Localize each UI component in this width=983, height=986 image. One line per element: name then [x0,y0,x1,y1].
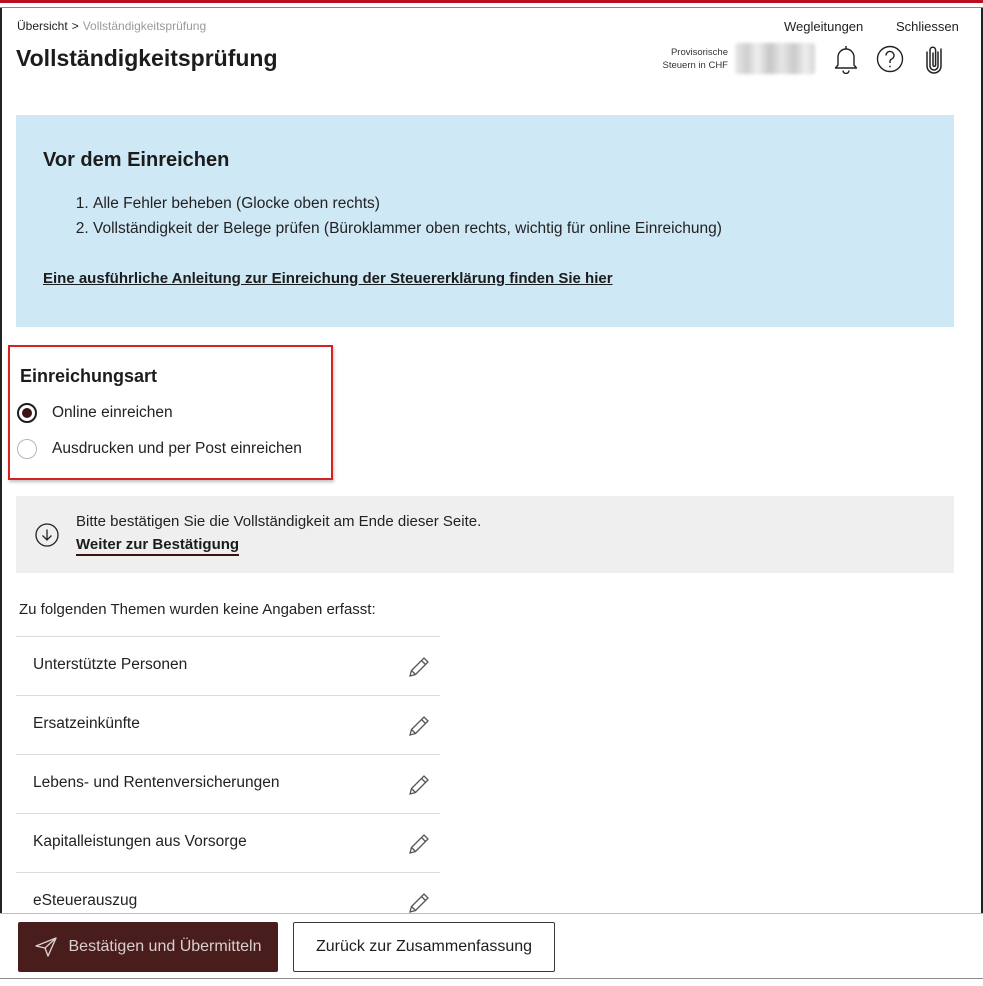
top-accent-bar [0,0,983,8]
topic-label: eSteuerauszug [33,892,138,909]
info-step: 2. Vollständigkeit der Belege prüfen (Büroklammer oben rechts, wichtig für online Einreichung) [93,216,927,241]
confirmation-text: Bitte bestätigen Sie die Vollständigkeit am Ende dieser Seite. [76,513,482,530]
provisional-label-line2: Steuern in CHF [662,60,728,71]
confirmation-notice [16,496,954,573]
missing-topics-intro: Zu folgenden Themen wurden keine Angaben erfasst: [19,601,376,618]
info-steps-list [43,191,927,241]
action-footer [0,913,983,985]
topic-label: Unterstützte Personen [33,656,188,673]
close-link[interactable]: Schliessen [896,19,959,34]
paperclip-icon[interactable] [917,42,951,76]
info-step: 1. Alle Fehler beheben (Glocke oben rechts) [93,191,927,216]
back-to-summary-button[interactable]: Zurück zur Zusammenfassung [293,922,555,972]
pencil-icon[interactable] [406,713,432,739]
topic-label: Kapitalleistungen aus Vorsorge [33,833,247,850]
provisional-tax-label [640,46,728,72]
radio-label: Online einreichen [52,404,173,421]
pencil-icon[interactable] [406,654,432,680]
list-item [16,637,440,696]
guides-link[interactable]: Wegleitungen [784,19,864,34]
before-submit-info-box [16,115,954,327]
info-box-title: Vor dem Einreichen [43,149,230,171]
help-circle-icon[interactable] [873,42,907,76]
missing-topics-list [16,636,440,932]
guide-link[interactable]: Eine ausführliche Anleitung zur Einreichung der Steuererklärung finden Sie hier [43,270,613,287]
breadcrumb-current: Vollständigkeitsprüfung [82,19,207,33]
radio-selected[interactable] [17,403,37,423]
breadcrumb-separator: > [71,19,79,33]
confirm-and-submit-button[interactable] [18,922,278,972]
radio-option-online[interactable] [17,403,173,423]
topic-label: Lebens- und Rentenversicherungen [33,774,280,791]
list-item [16,814,440,873]
breadcrumb-home-link[interactable]: Übersicht [17,19,68,33]
go-to-confirmation-link[interactable]: Weiter zur Bestätigung [76,536,239,556]
bottom-edge [0,978,983,986]
pencil-icon[interactable] [406,772,432,798]
send-icon [35,937,57,957]
radio-label: Ausdrucken und per Post einreichen [52,440,302,457]
provisional-tax-value-blurred [735,43,815,74]
submission-type-group [8,345,333,480]
topic-label: Ersatzeinkünfte [33,715,140,732]
radio-option-post[interactable] [17,439,302,459]
provisional-label-line1: Provisorische [670,47,728,58]
bell-icon[interactable] [829,42,863,76]
submission-type-title: Einreichungsart [20,366,158,386]
list-item [16,755,440,814]
confirm-and-submit-label: Bestätigen und Übermitteln [68,938,262,955]
breadcrumb [17,19,206,33]
pencil-icon[interactable] [406,831,432,857]
arrow-down-circle-icon [35,523,59,547]
list-item [16,696,440,755]
radio-unselected[interactable] [17,439,37,459]
page-title: Vollständigkeitsprüfung [16,45,278,71]
